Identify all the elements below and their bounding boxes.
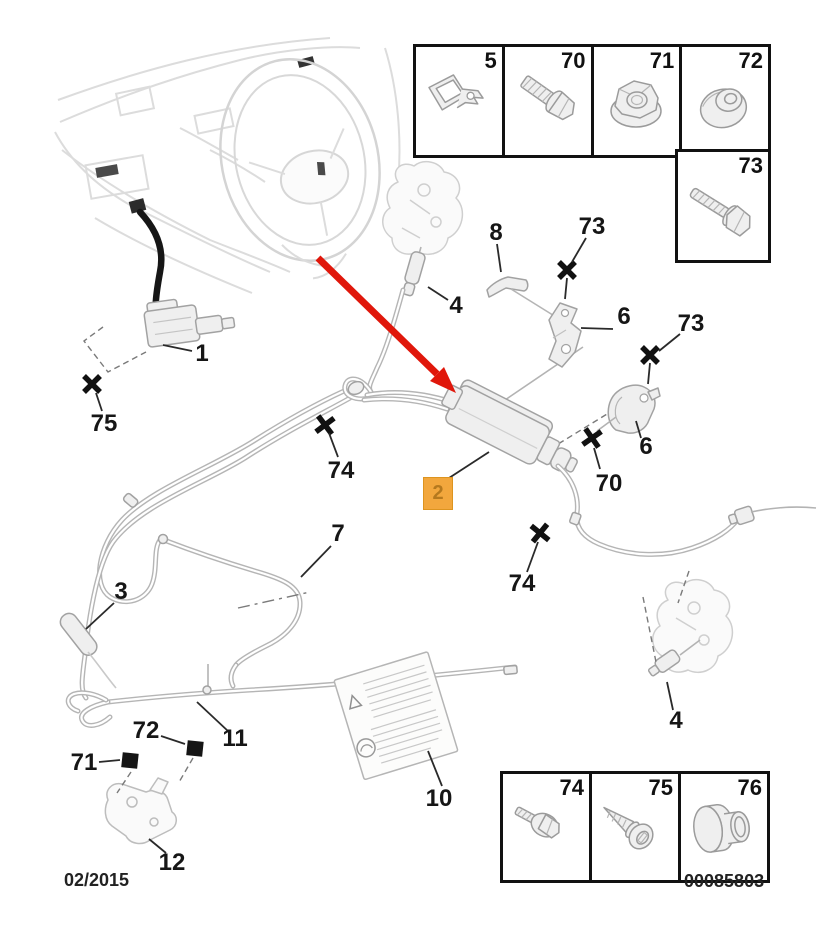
cable-end-barrel [727,506,754,528]
callout-74-right: 74 [508,570,536,597]
callout-8: 8 [489,219,503,246]
revision-date: 02/2015 [64,870,130,890]
document-number: 00085803 [684,871,765,891]
part-10-warning-label [334,652,458,780]
red-pointer-arrow [318,258,456,393]
part-12-bracket [105,778,176,843]
cable-fitting [504,665,518,674]
callout-3: 3 [114,578,128,605]
callout-1: 1 [195,340,209,367]
fastener-table-top [413,44,771,158]
callout-73-right: 73 [677,310,705,337]
callout-74-left: 74 [327,457,355,484]
fastener-number: 70 [561,48,586,73]
part-4-top-caliper [383,162,463,297]
part-6-bracket-upper [549,303,581,367]
fastener-cell-70 [505,47,594,155]
part-2-actuator [435,347,816,554]
callout-75: 75 [90,410,118,437]
part-71-clip-square [121,752,138,769]
fastener-cell-5 [416,47,505,155]
part-72-clip-square [186,740,203,757]
fastener-number: 72 [738,48,763,73]
fastener-cell-75 [592,774,681,880]
callout-6-upper: 6 [617,303,631,330]
cable-end-lug [159,535,168,544]
selected-part-2-badge[interactable]: 2 [423,477,453,510]
part-4-bottom-caliper [643,571,732,679]
part-1-switch-unit [84,292,236,372]
fastener-number: 76 [737,775,762,800]
fastener-cell-71 [594,47,683,155]
cable-assembly-left [82,290,452,698]
callout-7: 7 [331,520,345,547]
fastener-cell-72 [682,47,768,155]
fastener-number: 73 [738,153,763,178]
callout-70: 70 [595,470,623,497]
callout-12: 12 [158,849,186,876]
fastener-table-bottom [500,771,770,883]
fastener-number: 74 [559,775,584,800]
fastener-number: 5 [484,48,497,73]
callout-6-lower: 6 [639,433,653,460]
callout-4-bottom: 4 [669,707,683,734]
fastener-number: 75 [648,775,673,800]
part-3-handle [57,610,116,688]
callout-10: 10 [425,785,453,812]
callout-73-left: 73 [578,213,606,240]
part-6-bracket-lower [597,385,660,433]
fastener-cell-73 [675,149,771,263]
dashboard-sketch [55,38,399,293]
callout-72: 72 [132,717,160,744]
steering-wheel-sketch [200,42,405,294]
callout-11: 11 [222,725,248,752]
fastener-number: 71 [649,48,675,73]
part-8-lever [487,277,556,317]
cable-connector [203,686,211,694]
callout-71: 71 [70,749,98,776]
callout-4-top: 4 [449,292,463,319]
radio-display-mark [95,164,118,178]
fastener-cell-76 [681,774,767,880]
fastener-cell-74 [503,774,592,880]
